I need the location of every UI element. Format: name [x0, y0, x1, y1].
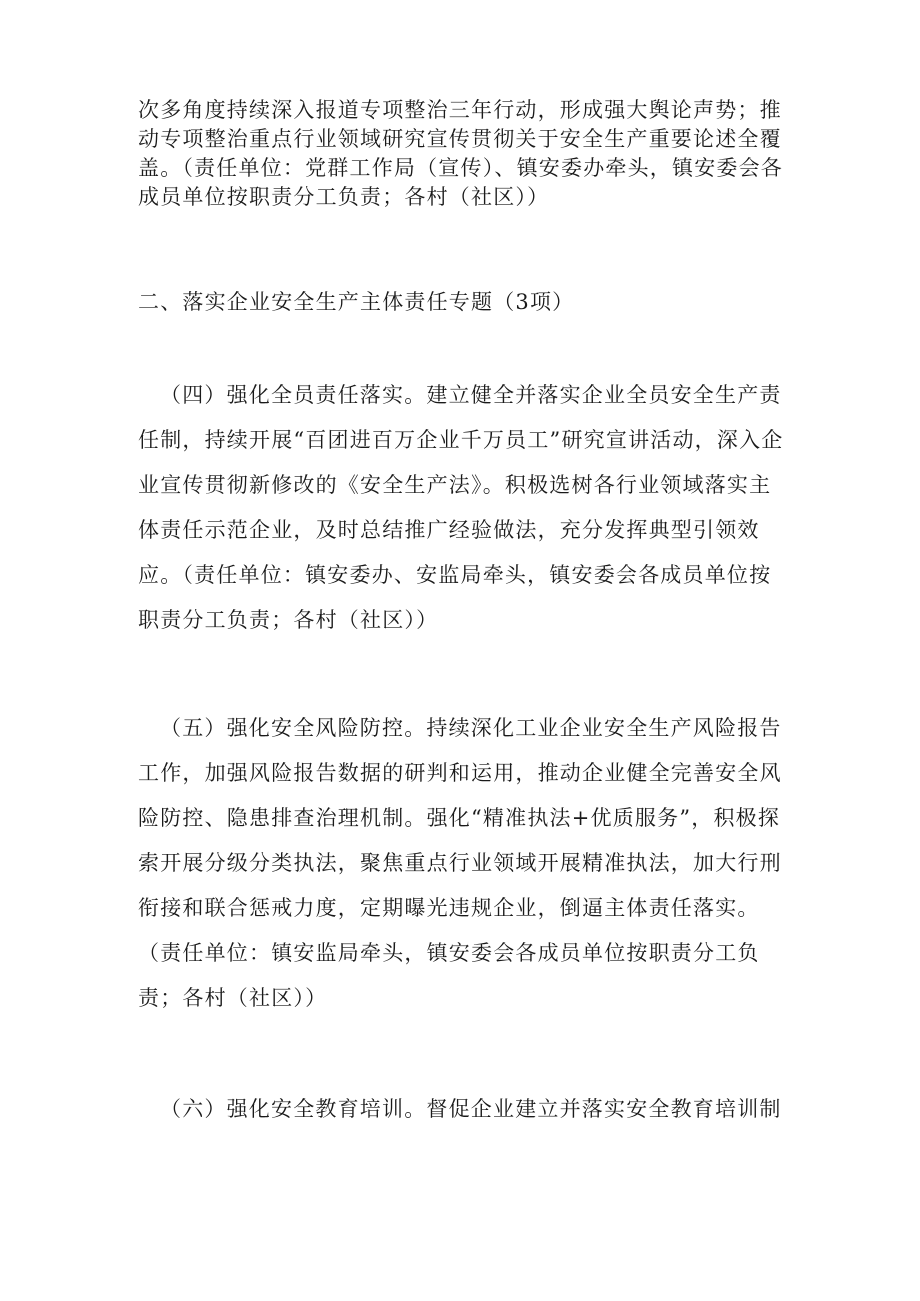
paragraph-item-5: （五）强化安全风险防控。持续深化工业企业安全生产风险报告工作，加强风险报告数据的研判和运用，推动企业健全完善安全风险防控、隐患排查治理机制。强化“精准执法+优质服务”，积极探索开展分级分类执法，聚焦重点行业领域开展精准执法，加大行刑衔接和联合惩戒力度，定期曝光违规企业，倒逼主体责任落实。（责任单位：镇安监局牵头，镇安委会各成员单位按职责分工负责；各村（社区）） — [138, 716, 782, 1010]
paragraph-item-4: （四）强化全员责任落实。建立健全并落实企业全员安全生产责任制，持续开展“百团进百万企业千万员工”研究宣讲活动，深入企业宣传贯彻新修改的《安全生产法》。积极选树各行业领域落实主体责任示范企业，及时总结推广经验做法，充分发挥典型引领效应。（责任单位：镇安委办、安监局牵头，镇安委会各成员单位按职责分工负责；各村（社区）） — [138, 383, 784, 632]
section-heading: 二、落实企业安全生产主体责任专题（3项） — [138, 290, 575, 314]
intro-paragraph: 次多角度持续深入报道专项整治三年行动，形成强大舆论声势；推动专项整治重点行业领域研究宣传贯彻关于安全生产重要论述全覆盖。（责任单位：党群工作局（宣传）、镇安委办牵头，镇安委会各成员单位按职责分工负责；各村（社区）） — [138, 98, 783, 209]
paragraph-item-6: （六）强化安全教育培训。督促企业建立并落实安全教育培训制 — [160, 1097, 782, 1121]
